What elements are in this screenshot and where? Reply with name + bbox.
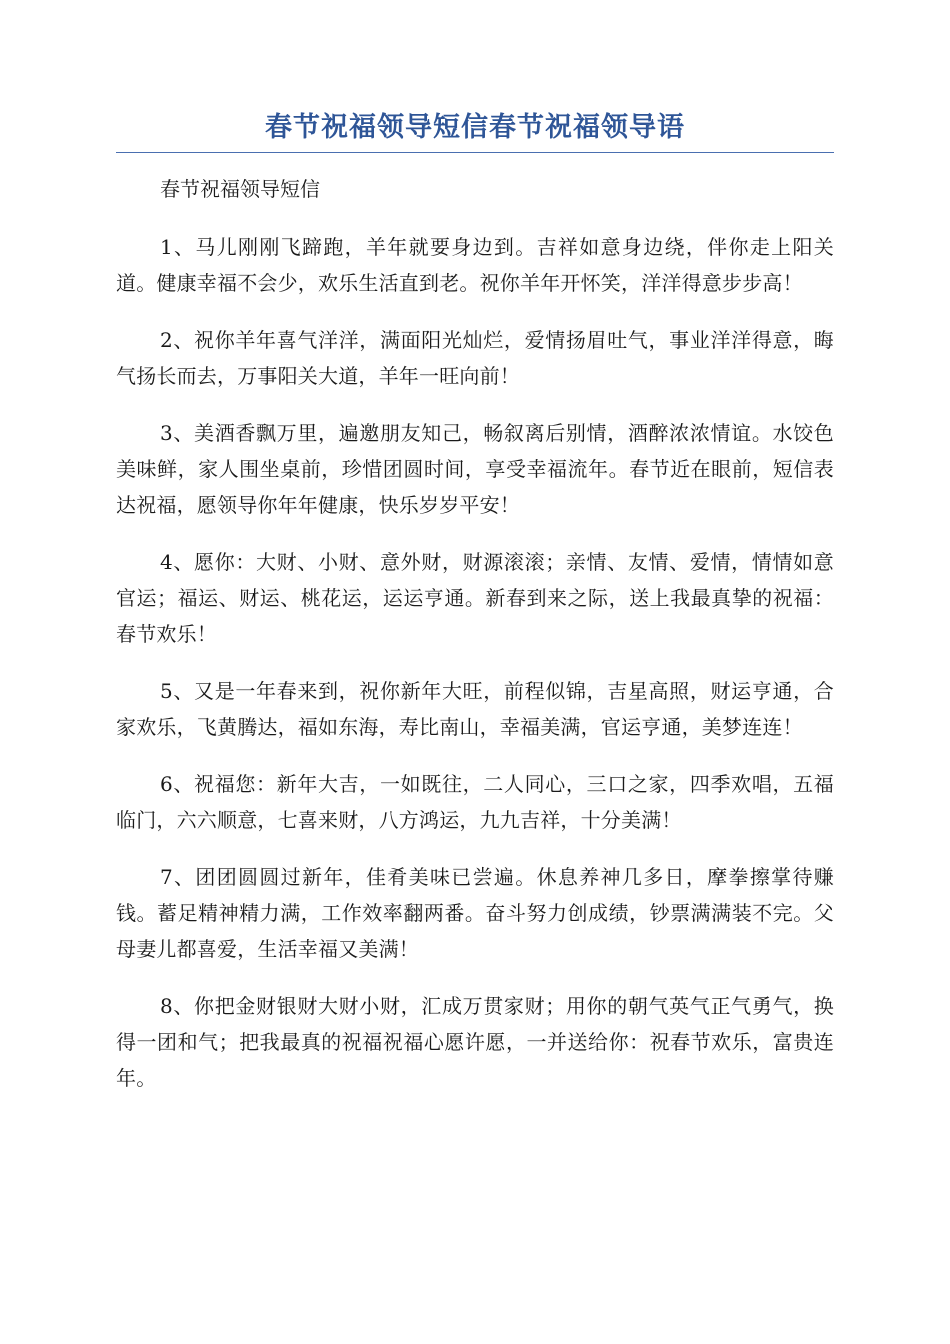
paragraph-3: 3、美酒香飘万里，遍邀朋友知己，畅叙离后别情，酒醉浓浓情谊。水饺色美味鲜，家人围坐桌前，珍惜团圆时间，享受幸福流年。春节近在眼前，短信表达祝福，愿领导你年年健康，快乐岁岁平安！ xyxy=(116,421,834,517)
section-heading: 春节祝福领导短信 xyxy=(160,177,320,201)
paragraph-2: 2、祝你羊年喜气洋洋，满面阳光灿烂，爱情扬眉吐气，事业洋洋得意，晦气扬长而去，万事阳关大道，羊年一旺向前！ xyxy=(116,328,834,388)
document-page xyxy=(116,108,834,1117)
document-title: 春节祝福领导短信春节祝福领导语 xyxy=(265,112,685,143)
paragraph-6: 6、祝福您：新年大吉，一如既往，二人同心，三口之家，四季欢唱，五福临门，六六顺意，七喜来财，八方鸿运，九九吉祥，十分美满！ xyxy=(116,772,834,832)
paragraph-4: 4、愿你：大财、小财、意外财，财源滚滚；亲情、友情、爱情，情情如意官运；福运、财运、桃花运，运运亨通。新春到来之际，送上我最真挚的祝福：春节欢乐！ xyxy=(116,550,834,646)
title-underline xyxy=(116,152,834,153)
paragraph-5: 5、又是一年春来到，祝你新年大旺，前程似锦，吉星高照，财运亨通，合家欢乐，飞黄腾达，福如东海，寿比南山，幸福美满，官运亨通，美梦连连！ xyxy=(116,679,834,739)
paragraph-7: 7、团团圆圆过新年，佳肴美味已尝遍。休息养神几多日，摩拳擦掌待赚钱。蓄足精神精力满，工作效率翻两番。奋斗努力创成绩，钞票满满装不完。父母妻儿都喜爱，生活幸福又美满！ xyxy=(116,865,834,961)
paragraph-1: 1、马儿刚刚飞蹄跑，羊年就要身边到。吉祥如意身边绕，伴你走上阳关道。健康幸福不会少，欢乐生活直到老。祝你羊年开怀笑，洋洋得意步步高！ xyxy=(116,235,834,295)
paragraph-8: 8、你把金财银财大财小财，汇成万贯家财；用你的朝气英气正气勇气，换得一团和气；把我最真的祝福祝福心愿许愿，一并送给你：祝春节欢乐，富贵连年。 xyxy=(116,994,834,1090)
